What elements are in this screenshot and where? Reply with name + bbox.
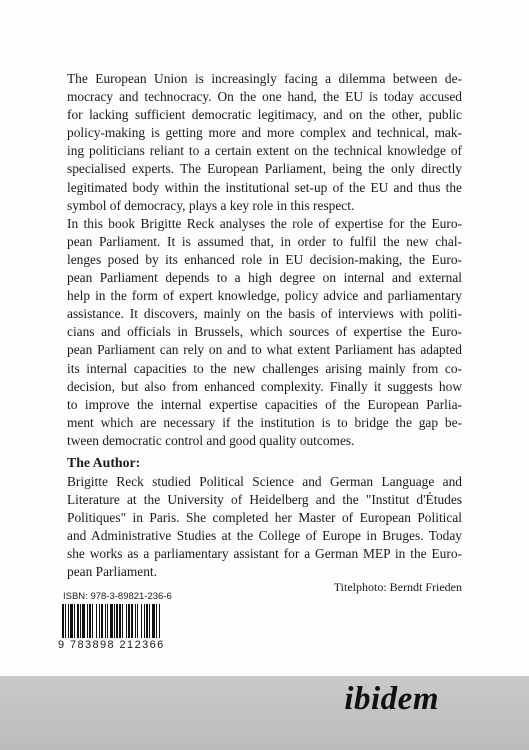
publisher-logo: ibidem xyxy=(344,681,439,717)
blurb-line: cians and officials in Brussels, which sources of expertise the Euro- xyxy=(67,324,462,340)
blurb-line: decision, but also from enhanced complexity. Finally it suggests how xyxy=(67,378,462,394)
barcode-bar xyxy=(74,604,75,638)
barcode-bar xyxy=(92,604,93,638)
barcode-bar xyxy=(156,604,157,638)
photo-credit: Titelphoto: Berndt Frieden xyxy=(333,580,462,594)
blurb-line: mocracy and technocracy. On the one hand, the EU is today accused xyxy=(67,89,462,105)
barcode-bar xyxy=(149,604,150,638)
blurb-line: The European Union is increasingly facing a dilemma between de- xyxy=(67,71,462,86)
barcode-bar xyxy=(110,604,113,638)
blurb-line: tween democratic control and good quality outcomes. xyxy=(67,432,355,448)
blurb-line: its internal capacities to the new challenges arising mainly from co- xyxy=(67,360,462,376)
barcode-bar xyxy=(89,604,91,638)
blurb-line: help in the form of expert knowledge, policy advice and parliamentary xyxy=(67,288,462,304)
barcode-bar xyxy=(144,604,145,638)
barcode-bar xyxy=(87,604,88,638)
barcode-bar xyxy=(137,604,138,638)
barcode-bar xyxy=(65,604,66,638)
barcode-bar xyxy=(128,604,130,638)
author-line: Literature at the University of Heidelberg and the "Institut d'Études xyxy=(67,492,462,508)
barcode-bar xyxy=(101,604,103,638)
blurb-line: pean Parliament. It is assumed that, in order to fulfil the new chal- xyxy=(67,233,462,249)
barcode-bar xyxy=(141,604,142,638)
blurb-line: legitimated body within the institutional set-up of the EU and thus the xyxy=(67,179,462,195)
blurb-line: for lacking sufficient democratic legitimacy, and on the other, public xyxy=(67,107,462,123)
barcode-bar xyxy=(105,604,106,638)
blurb-line: lenges posed by its enhanced role in EU decision-making, the Euro- xyxy=(67,251,462,267)
barcode-bar xyxy=(114,604,115,638)
author-bio xyxy=(67,473,462,582)
barcode-bar xyxy=(82,604,85,638)
barcode-bar xyxy=(116,604,118,638)
barcode-bar xyxy=(122,604,123,638)
barcode-bar xyxy=(135,604,136,638)
barcode-bar xyxy=(159,604,160,638)
blurb-line: symbol of democracy, plays a key role in this respect. xyxy=(67,197,355,213)
barcode-bar xyxy=(131,604,133,638)
barcode-bar xyxy=(77,604,79,638)
barcode-bar xyxy=(107,604,108,638)
author-line: and Administrative Studies at the College of Europe in Bruges. Today xyxy=(67,528,462,544)
blurb-line: In this book Brigitte Reck analyses the role of expertise for the Euro- xyxy=(67,215,462,231)
barcode-bar xyxy=(99,604,100,638)
barcode-bar xyxy=(62,604,64,638)
barcode-digits: 9 783898 212366 xyxy=(58,639,165,651)
author-heading: The Author: xyxy=(67,455,141,470)
blurb-line: ing politicians reliant to a certain extent on the technical knowledge of xyxy=(67,143,462,159)
blurb-line: policy-making is getting more and more complex and technical, mak- xyxy=(67,125,462,141)
barcode-bar xyxy=(152,604,155,638)
barcode-bar xyxy=(80,604,81,638)
footer-band xyxy=(0,676,529,750)
barcode-bar xyxy=(68,604,69,638)
author-line: Brigitte Reck studied Political Science and German Language and xyxy=(67,474,462,489)
blurb-line: pean Parliament can rely on and to what extent Parliament has adapted xyxy=(67,342,462,358)
barcode-bar xyxy=(96,604,97,638)
author-line: she works as a parliamentary assistant for a German MEP in the Euro- xyxy=(67,546,462,562)
author-line: Politiques" in Paris. She completed her Master of European Political xyxy=(67,510,462,526)
blurb-line: specialised experts. The European Parliament, being the only directly xyxy=(67,161,462,177)
barcode-bar xyxy=(146,604,148,638)
barcode-bar xyxy=(119,604,121,638)
author-line: pean Parliament. xyxy=(67,564,157,580)
blurb-line: to improve the internal expertise capacities of the European Parlia- xyxy=(67,396,462,412)
blurb-line: ment which are necessary if the institution is to bridge the gap be- xyxy=(67,414,462,430)
blurb-text xyxy=(67,70,462,450)
barcode-bar xyxy=(126,604,127,638)
blurb-line: pean Parliament depends to a high degree on internal and external xyxy=(67,270,462,286)
barcode-bar xyxy=(70,604,73,638)
blurb-line: assistance. It discovers, mainly on the basis of interviews with politi- xyxy=(67,306,462,322)
isbn-label: ISBN: 978-3-89821-236-6 xyxy=(63,591,172,602)
